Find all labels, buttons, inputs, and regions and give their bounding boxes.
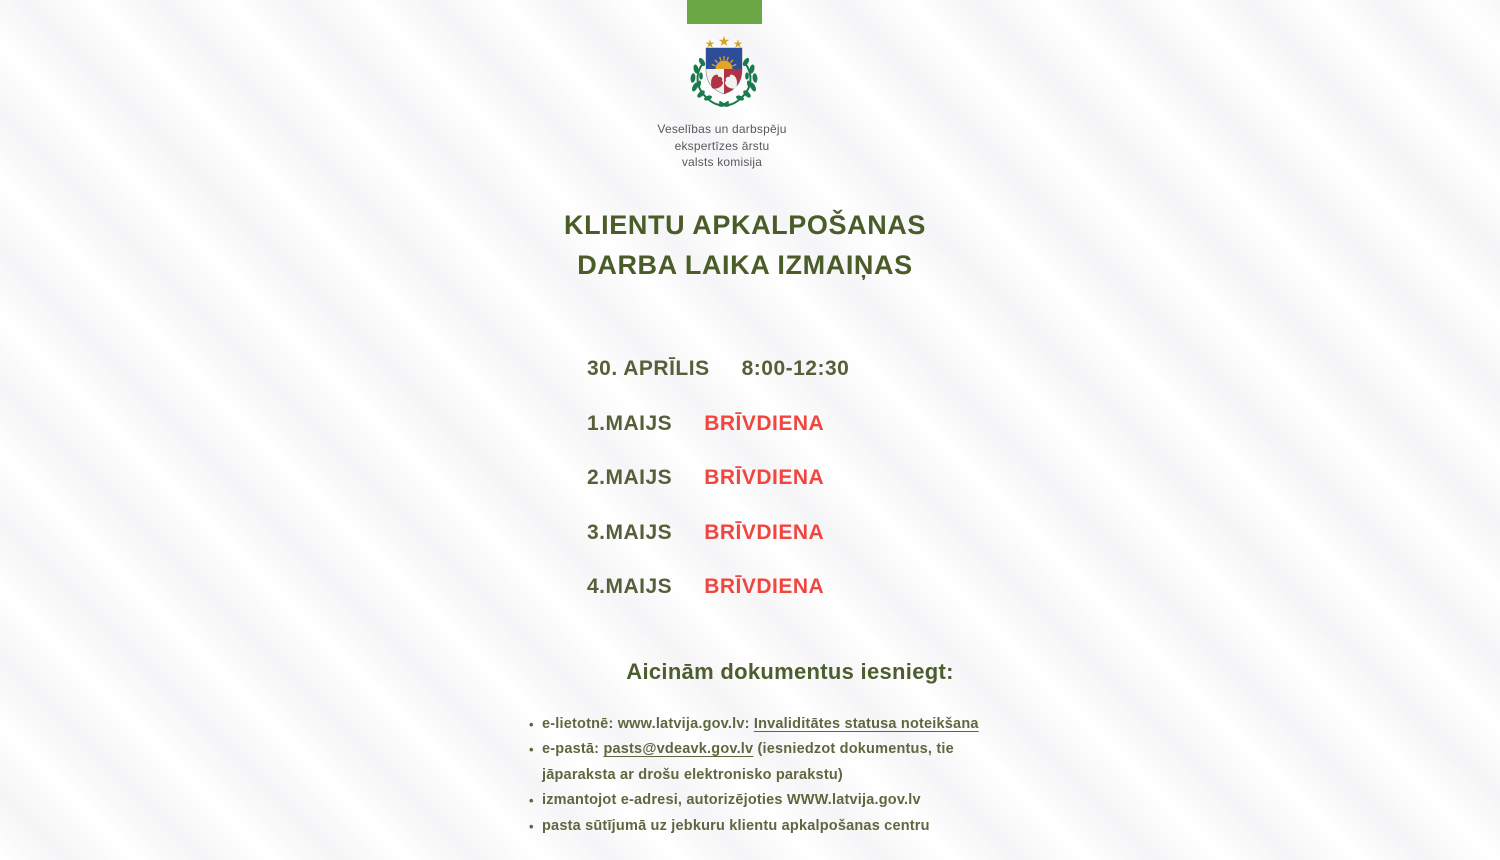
schedule-date: 4.MAIJS	[587, 575, 673, 598]
schedule-status: BRĪVDIENA	[704, 466, 825, 489]
org-name-line: Veselības un darbspēju	[657, 122, 787, 136]
schedule-list	[587, 357, 849, 630]
text-segment: izmantojot e-adresi, autorizējoties WWW.latvija.gov.lv	[542, 792, 921, 809]
text-segment: jāparaksta ar drošu elektronisko parakstu)	[542, 766, 843, 783]
schedule-date: 3.MAIJS	[587, 520, 673, 544]
schedule-row	[587, 357, 849, 381]
schedule-row	[587, 575, 849, 599]
org-name-line: ekspertīzes ārstu	[674, 138, 770, 153]
schedule-status: BRĪVDIENA	[704, 520, 825, 544]
schedule-row	[587, 412, 849, 436]
schedule-date: 1.MAIJS	[587, 411, 673, 435]
text-segment: pasta sūtījumā uz jebkuru klientu apkalpošanas centru	[542, 817, 930, 834]
page-title-line-1: KLIENTU APKALPOŠANAS	[563, 210, 926, 240]
submission-list	[529, 712, 1049, 839]
submission-item	[529, 814, 1049, 839]
schedule-row	[587, 466, 849, 490]
org-name-line: valsts komisija	[681, 155, 763, 169]
submission-heading: Aicinām dokumentus iesniegt:	[626, 659, 954, 684]
schedule-status: BRĪVDIENA	[704, 575, 825, 598]
submission-item	[529, 737, 1049, 788]
schedule-row	[587, 521, 849, 545]
email-link[interactable]: pasts@vdeavk.gov.lv	[603, 741, 754, 758]
schedule-status: BRĪVDIENA	[704, 411, 825, 435]
text-segment: (iesniedzot dokumentus, tie	[753, 741, 954, 758]
org-name	[622, 121, 822, 171]
text-segment: e-lietotnē: www.latvija.gov.lv:	[542, 716, 754, 732]
brand-bar	[687, 0, 762, 24]
schedule-date: 30. APRĪLIS	[587, 357, 710, 380]
latvia-coat-of-arms-icon	[682, 36, 766, 116]
submission-item	[529, 788, 1049, 813]
schedule-status: 8:00-12:30	[741, 357, 850, 380]
invaliditates-statusa-link[interactable]: Invaliditātes statusa noteikšana	[753, 716, 979, 732]
page-title	[400, 205, 1090, 285]
schedule-date: 2.MAIJS	[587, 466, 673, 489]
submission-item	[529, 712, 1049, 737]
page-title-line-2: DARBA LAIKA IZMAIŅAS	[577, 250, 913, 280]
text-segment: e-pastā:	[542, 741, 604, 758]
